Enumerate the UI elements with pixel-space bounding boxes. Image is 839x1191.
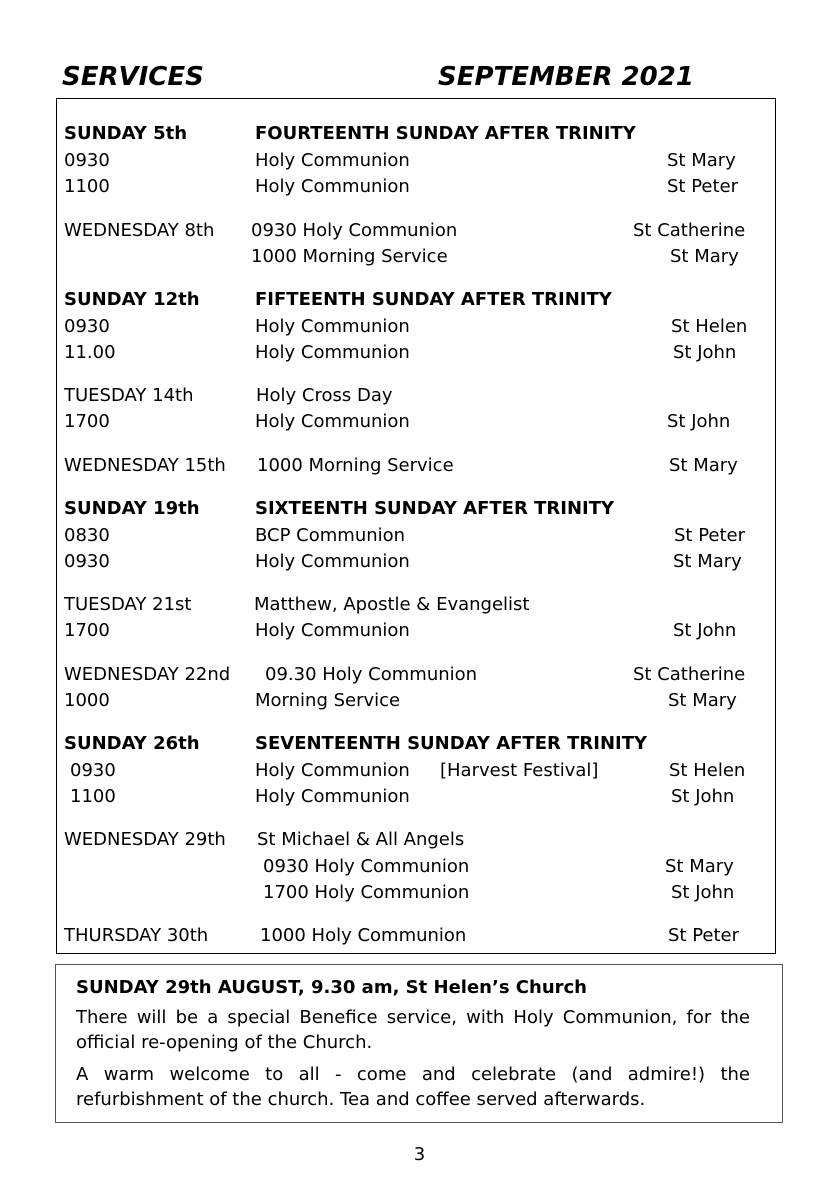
sunday-title: SEVENTEENTH SUNDAY AFTER TRINITY <box>255 733 648 754</box>
service-name: Holy Communion <box>255 760 410 781</box>
service-name: 0930 Holy Communion <box>263 856 470 877</box>
service-name: Matthew, Apostle & Evangelist <box>254 594 530 615</box>
service-name: Holy Communion <box>255 551 410 572</box>
notice-title: SUNDAY 29th AUGUST, 9.30 am, St Helen’s Church <box>76 977 587 998</box>
sunday-title: FOURTEENTH SUNDAY AFTER TRINITY <box>255 123 636 144</box>
service-time: 1100 <box>70 786 116 807</box>
service-place: St Peter <box>667 176 739 197</box>
service-row <box>57 925 777 951</box>
service-place: St John <box>667 411 731 432</box>
service-day: SUNDAY 26th <box>64 733 200 754</box>
service-place: St Helen <box>669 760 746 781</box>
service-day: WEDNESDAY 29th <box>64 829 226 850</box>
service-place: St Peter <box>674 525 746 546</box>
service-name: 1000 Morning Service <box>251 246 448 267</box>
service-day: SUNDAY 12th <box>64 289 200 310</box>
service-place: St John <box>671 882 735 903</box>
service-place: St Catherine <box>633 220 746 241</box>
service-row <box>57 829 777 855</box>
service-time: 0930 <box>64 316 110 337</box>
service-day: WEDNESDAY 15th <box>64 455 226 476</box>
section-title: SERVICES <box>62 62 204 92</box>
services-table <box>56 98 776 954</box>
service-row <box>57 882 777 908</box>
notice-box <box>55 964 783 1123</box>
service-row <box>57 856 777 882</box>
service-row <box>57 411 777 437</box>
service-name: Holy Communion <box>255 342 410 363</box>
service-row <box>57 150 777 176</box>
notice-paragraph: There will be a special Benefice service, with Holy Communion, for the official re-opening of the Church. <box>76 1007 750 1053</box>
service-time: 1700 <box>64 620 110 641</box>
service-time: 11.00 <box>64 342 116 363</box>
service-name: Holy Communion <box>255 316 410 337</box>
service-place: St Mary <box>665 856 734 877</box>
service-row <box>57 594 777 620</box>
service-row <box>57 620 777 646</box>
sunday-title: FIFTEENTH SUNDAY AFTER TRINITY <box>255 289 612 310</box>
service-place: St Mary <box>673 551 742 572</box>
service-time: 0830 <box>64 525 110 546</box>
service-note: [Harvest Festival] <box>440 760 599 781</box>
service-name: 09.30 Holy Communion <box>265 664 478 685</box>
service-name: Holy Cross Day <box>256 385 393 406</box>
service-row <box>57 733 777 759</box>
service-day: SUNDAY 19th <box>64 498 200 519</box>
service-row <box>57 498 777 524</box>
sunday-title: SIXTEENTH SUNDAY AFTER TRINITY <box>255 498 615 519</box>
service-place: St John <box>673 620 737 641</box>
service-row <box>57 385 777 411</box>
service-name: Morning Service <box>255 690 401 711</box>
service-row <box>57 342 777 368</box>
service-row <box>57 690 777 716</box>
service-name: 1000 Holy Communion <box>260 925 467 946</box>
service-place: St Mary <box>668 690 737 711</box>
service-name: Holy Communion <box>255 150 410 171</box>
service-row <box>57 289 777 315</box>
service-row <box>57 525 777 551</box>
service-row <box>57 455 777 481</box>
service-place: St Mary <box>670 246 739 267</box>
service-name: Holy Communion <box>255 786 410 807</box>
service-row <box>57 760 777 786</box>
service-place: St John <box>671 786 735 807</box>
service-name: BCP Communion <box>255 525 406 546</box>
service-name: 1700 Holy Communion <box>263 882 470 903</box>
service-name: Holy Communion <box>255 411 410 432</box>
service-row <box>57 551 777 577</box>
service-row <box>57 176 777 202</box>
service-place: St Catherine <box>633 664 746 685</box>
service-time: 0930 <box>64 551 110 572</box>
service-day: THURSDAY 30th <box>64 925 209 946</box>
service-name: Holy Communion <box>255 176 410 197</box>
service-place: St Mary <box>669 455 738 476</box>
service-row <box>57 316 777 342</box>
service-place: St Peter <box>668 925 740 946</box>
service-day: WEDNESDAY 8th <box>64 220 215 241</box>
service-day: TUESDAY 21st <box>64 594 192 615</box>
service-row <box>57 220 777 246</box>
service-time: 0930 <box>70 760 116 781</box>
service-row <box>57 123 777 149</box>
service-time: 1100 <box>64 176 110 197</box>
service-day: SUNDAY 5th <box>64 123 188 144</box>
service-day: TUESDAY 14th <box>64 385 194 406</box>
service-name: 0930 Holy Communion <box>251 220 458 241</box>
service-row <box>57 786 777 812</box>
month-title: SEPTEMBER 2021 <box>438 62 694 92</box>
service-time: 0930 <box>64 150 110 171</box>
service-name: Holy Communion <box>255 620 410 641</box>
page-number: 3 <box>413 1144 426 1165</box>
service-place: St Helen <box>671 316 748 337</box>
service-name: St Michael & All Angels <box>257 829 465 850</box>
notice-paragraph: A warm welcome to all - come and celebrate (and admire!) the refurbishment of the church. Tea and coffee served afterwards. <box>76 1064 750 1110</box>
service-row <box>57 246 777 272</box>
service-place: St Mary <box>667 150 736 171</box>
service-day: WEDNESDAY 22nd <box>64 664 231 685</box>
service-time: 1700 <box>64 411 110 432</box>
service-place: St John <box>673 342 737 363</box>
service-name: 1000 Morning Service <box>257 455 454 476</box>
service-time: 1000 <box>64 690 110 711</box>
service-row <box>57 664 777 690</box>
